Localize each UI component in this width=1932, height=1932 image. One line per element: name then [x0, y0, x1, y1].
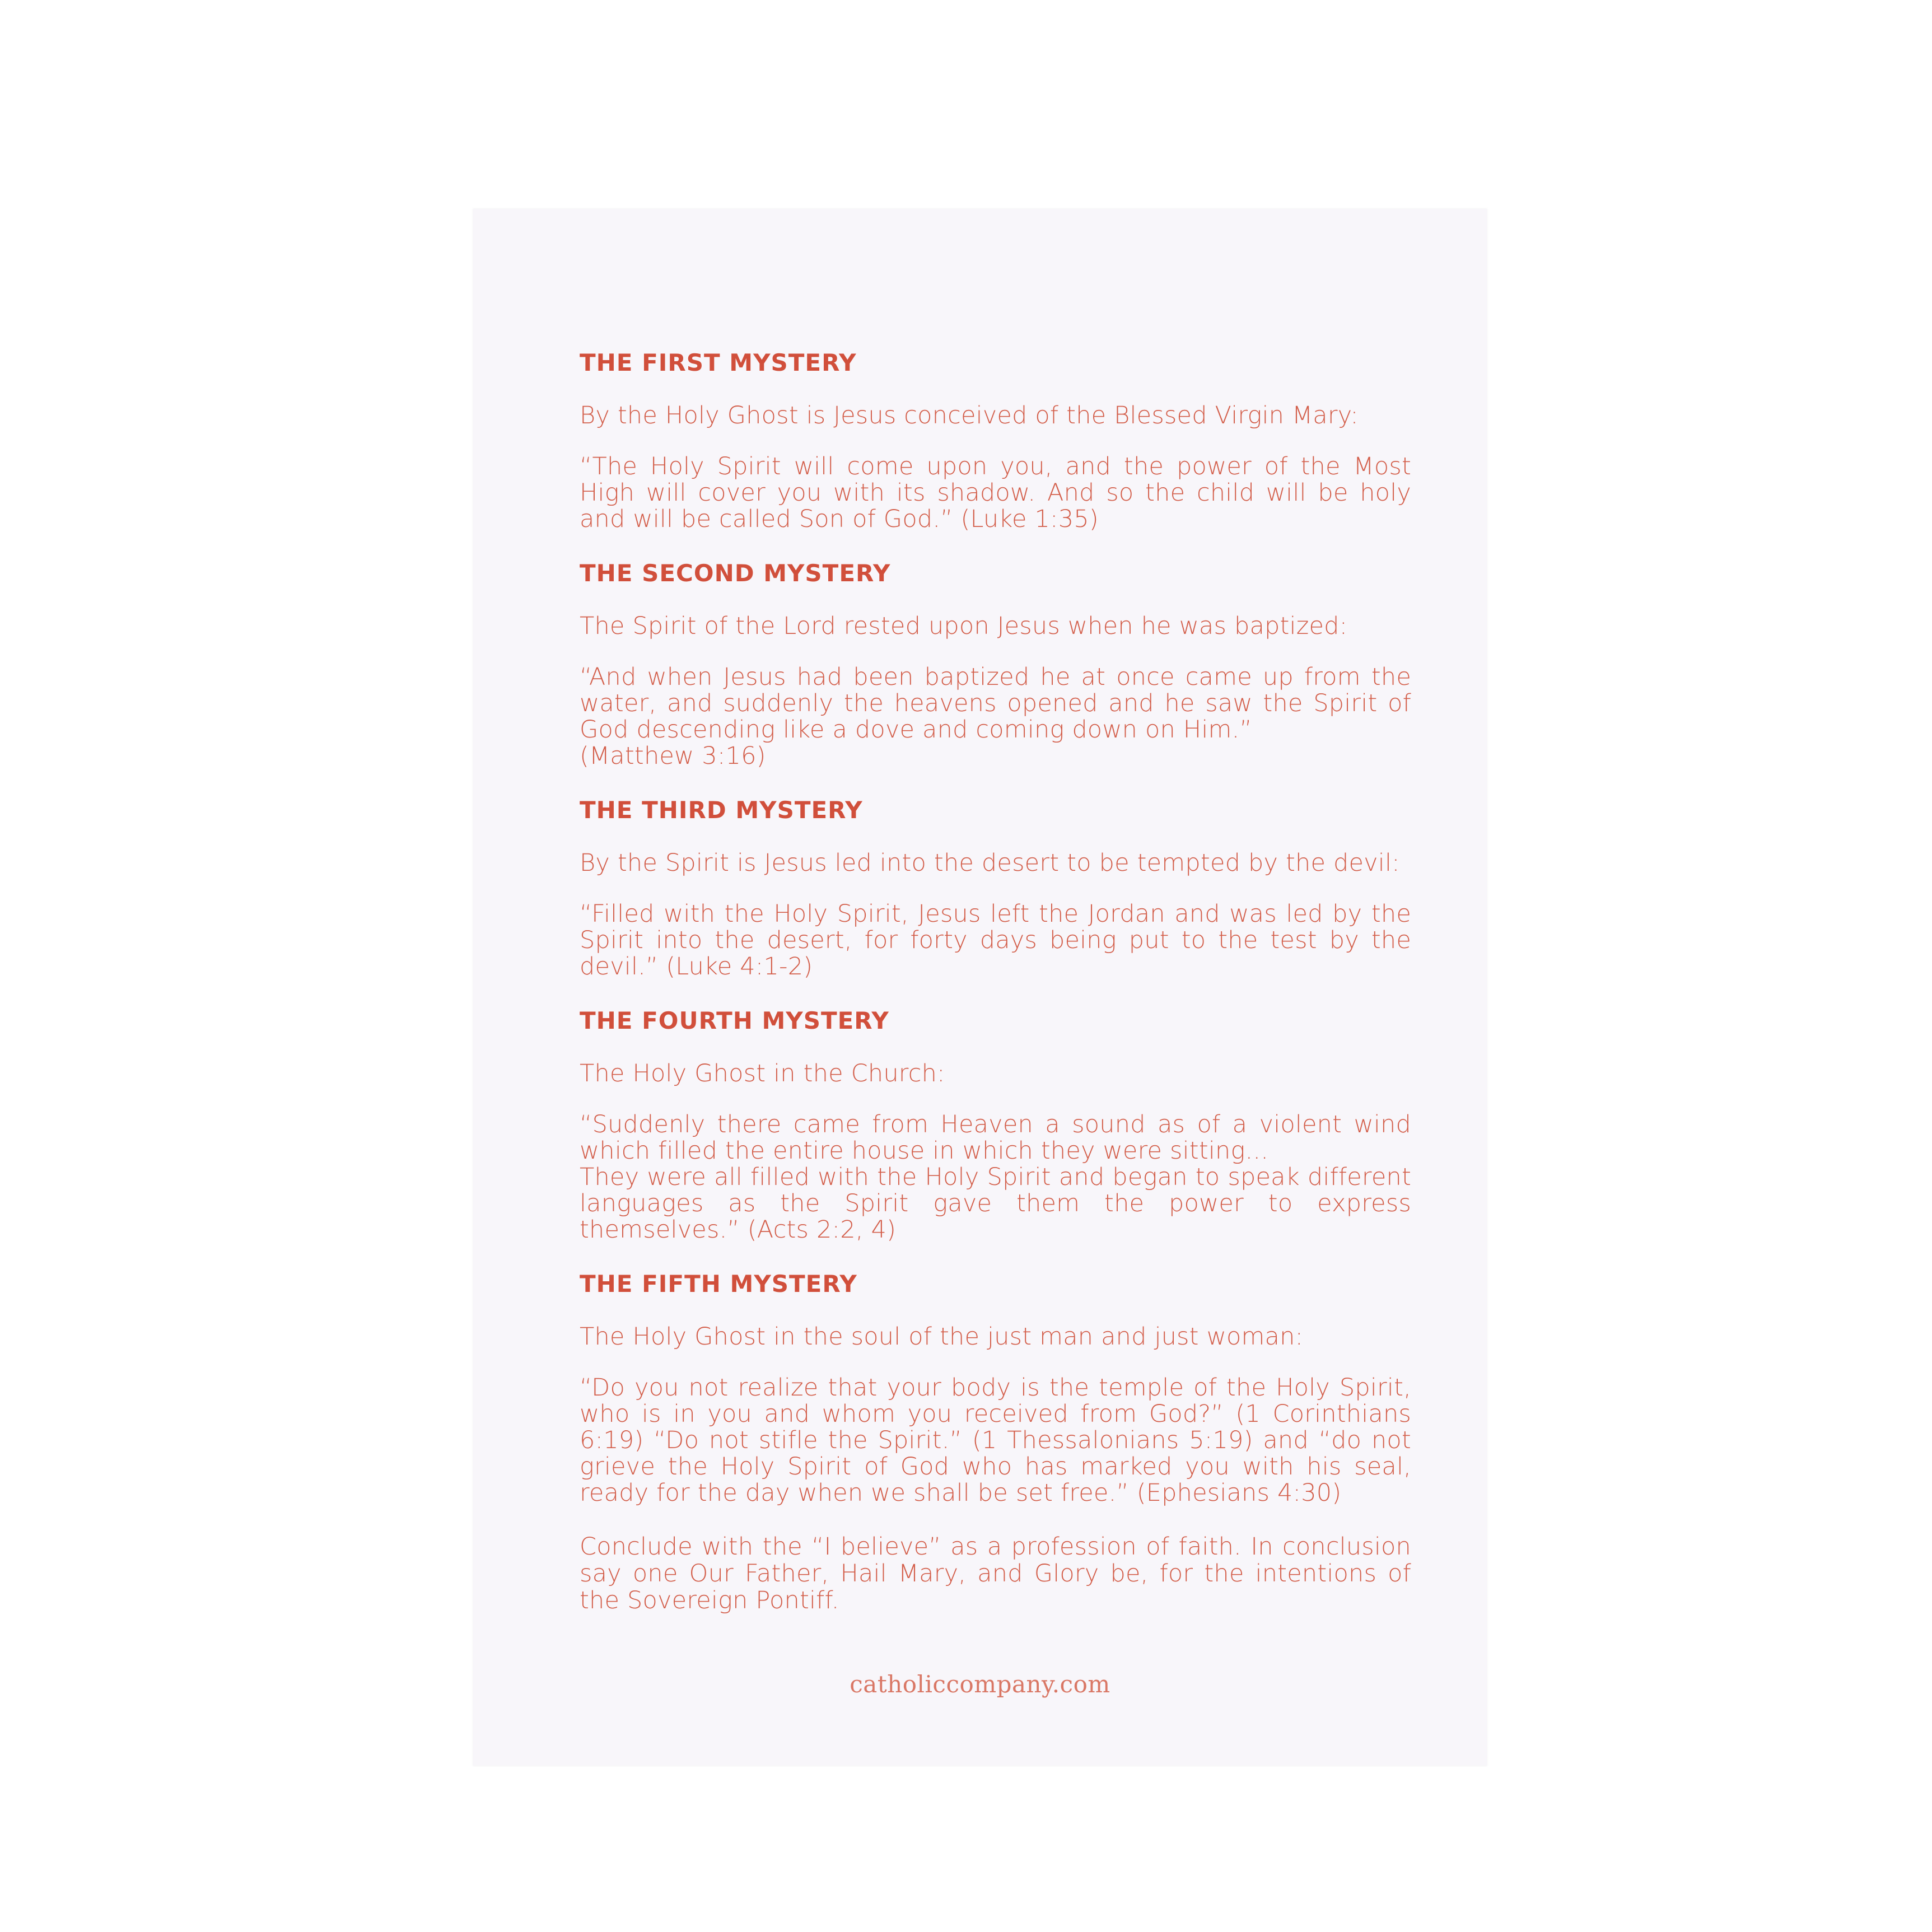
mystery-intro: The Holy Ghost in the soul of the just man and just woman: — [580, 1323, 1304, 1351]
mystery-heading: THE THIRD MYSTERY — [580, 796, 863, 824]
mystery-intro: The Spirit of the Lord rested upon Jesus when he was baptized: — [580, 612, 1348, 640]
mystery-quote: “The Holy Spirit will come upon you, and the power of the Most High will cover you with its shadow. And so the child will be holy and will be called Son of God.” (Luke 1:35) — [580, 452, 1411, 533]
mystery-2 — [580, 559, 1411, 769]
mystery-1 — [580, 349, 1411, 533]
card-content — [580, 349, 1411, 1614]
mystery-heading: THE SECOND MYSTERY — [580, 559, 891, 587]
mystery-5 — [580, 1270, 1411, 1506]
mystery-quote: “Suddenly there came from Heaven a sound as of a violent wind which filled the entire house in which they were sitting... They were all filled with the Holy Spirit and began to speak different languages as the Spirit gave them the power to express themselves.” (Acts 2:2, 4) — [580, 1110, 1411, 1244]
mystery-heading: THE FIRST MYSTERY — [580, 349, 857, 376]
closing-instructions: Conclude with the “I believe” as a profession of faith. In conclusion say one Our Father, Hail Mary, and Glory be, for the intentions of the Sovereign Pontiff. — [580, 1533, 1411, 1614]
mystery-heading: THE FOURTH MYSTERY — [580, 1007, 889, 1034]
mystery-quote: “Filled with the Holy Spirit, Jesus left the Jordan and was led by the Spirit into the desert, for forty days being put to the test by the devil.” (Luke 4:1-2) — [580, 900, 1411, 981]
mystery-quote: “And when Jesus had been baptized he at once came up from the water, and suddenly the heavens opened and he saw the Spirit of God descending like a dove and coming down on Him.” (Matthew 3:16) — [580, 663, 1411, 770]
mystery-heading: THE FIFTH MYSTERY — [580, 1270, 857, 1298]
mystery-intro: By the Spirit is Jesus led into the desert to be tempted by the devil: — [580, 849, 1400, 877]
mystery-3 — [580, 796, 1411, 980]
website-footer: catholiccompany.com — [850, 1670, 1110, 1698]
mystery-4 — [580, 1007, 1411, 1243]
mystery-intro: By the Holy Ghost is Jesus conceived of the Blessed Virgin Mary: — [580, 402, 1359, 430]
prayer-card — [473, 209, 1487, 1766]
mystery-quote: “Do you not realize that your body is the temple of the Holy Spirit, who is in you and whom you received from God?” (1 Corinthians 6:19) “Do not stifle the Spirit.” (1 Thessalonians 5:19) and “do not grieve the Holy Spirit of God who has marked you with his seal, ready for the day when we shall be set free.” (Ephesians 4:30) — [580, 1374, 1411, 1507]
mystery-intro: The Holy Ghost in the Church: — [580, 1060, 945, 1088]
